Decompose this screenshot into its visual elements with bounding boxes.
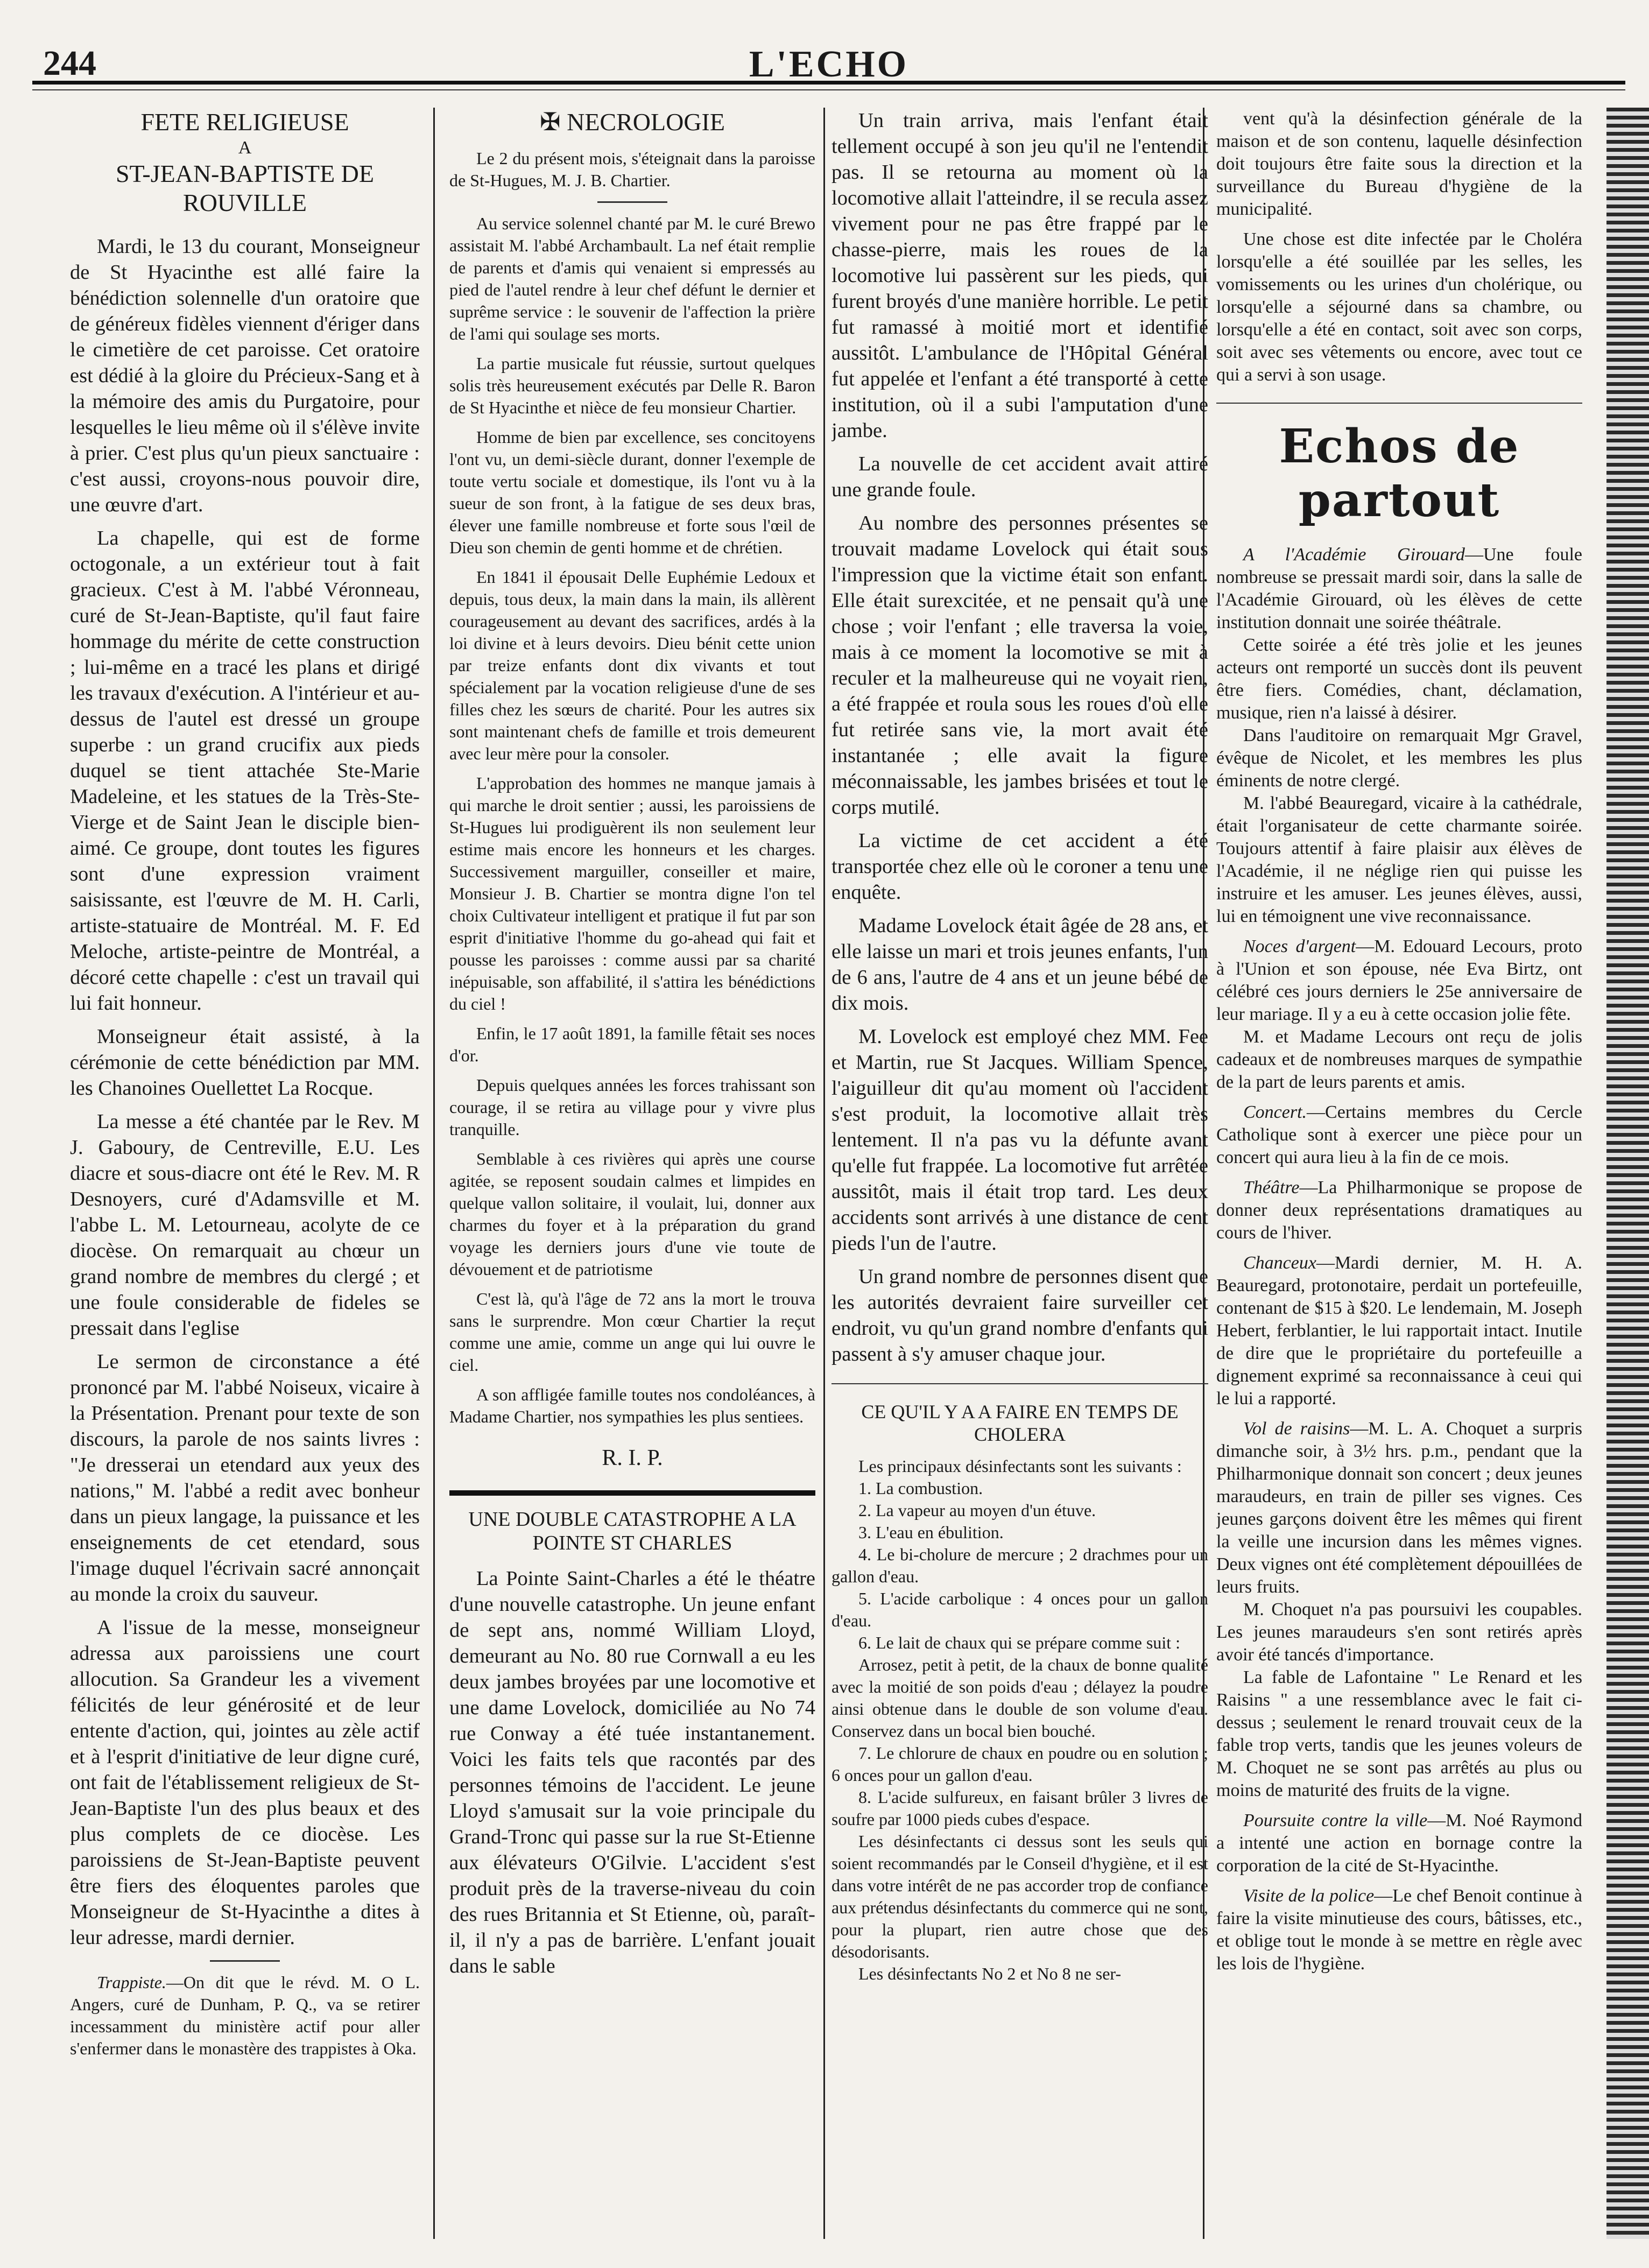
article-paragraph: Une chose est dite infectée par le Choléra lorsqu'elle a été souillée par les selles, les vomissements ou les urines d'un cholérique, ou lorsqu'elle a séjourné dans sa chambre, ou lorsqu'elle a été en contact, soit avec son corps, soit avec ses vêtements ou encore, avec tout ce qui a servi à son usage.: [1216, 229, 1582, 385]
echo-label: Théâtre: [1243, 1178, 1300, 1198]
top-rule-thin: [32, 89, 1625, 90]
article-paragraph: Les désinfectants ci dessus sont les seuls qui soient recommandés par le Conseil d'hygiène, et il est dans votre intérêt de ne pas accorder trop de confiance aux prétendus désinfectants du commerce qui ne sont, pour la plupart, rien autre chose que des désodorisants.: [831, 1832, 1208, 1961]
article-paragraph: Semblable à ces rivières qui après une course agitée, se reposent soudain calmes et limpides en quelque vallon solitaire, il voulait, lui, donner aux charmes du foyer et à la préparation du grand voyage les derniers jours d'une vie toute de dévouement et de patriotisme: [449, 1149, 815, 1279]
binding-edge: [1606, 108, 1649, 2239]
echo-label: Concert.: [1243, 1102, 1307, 1122]
echo-text: —Le chef Benoit continue à faire la visite minutieuse des cours, bâtisses, etc., et oblige tout le monde à se mettre en règle avec les lois de l'hygiène.: [1216, 1886, 1582, 1974]
page-number: 244: [43, 44, 96, 83]
echo-text: —M. Noé Raymond a intenté une action en bornage contre la corporation de la cité de St-Hyacinthe.: [1216, 1811, 1582, 1876]
article-heading-fete-place: ST-JEAN-BAPTISTE DE ROUVILLE: [115, 160, 375, 216]
article-paragraph: Enfin, le 17 août 1891, la famille fêtait ses noces d'or.: [449, 1024, 815, 1065]
article-heading-fete-a: A: [238, 138, 252, 158]
news-brief: [70, 1971, 420, 2060]
list-item: 3. L'eau en ébulition.: [858, 1523, 1004, 1542]
separator: [597, 201, 667, 203]
echo-paragraph: Dans l'auditoire on remarquait Mgr Gravel, évêque de Nicolet, et les membres les plus éminents de notre clergé.: [1216, 726, 1582, 791]
article-paragraph: Un grand nombre de personnes disent que les autorités devraient faire surveiller cet endroit, vu qu'un grand nombre d'enfants qui passent à s'y amuser chaque jour.: [831, 1265, 1208, 1365]
top-rule: [32, 81, 1625, 84]
heading-text: NECROLOGIE: [567, 108, 725, 136]
list-item: 6. Le lait de chaux qui se prépare comme suit :: [858, 1633, 1181, 1652]
echo-item: [1216, 1177, 1582, 1244]
echo-text: —Une foule nombreuse se pressait mardi soir, dans la salle de l'Académie Girouard, où les élèves de cette institution donnait une soirée théâtrale.: [1216, 545, 1582, 632]
article-heading-cholera: CE QU'IL Y A A FAIRE EN TEMPS DE CHOLERA: [861, 1401, 1179, 1445]
echo-label: Noces d'argent: [1243, 936, 1356, 956]
article-paragraph: Le sermon de circonstance a été prononcé par M. l'abbé Noiseux, vicaire à la Présentation. Prenant pour texte de son discours, la parole de nos saints livres : "Je dresserai un etendard aux yeux des nations," M. l'abbé a redit avec bonheur dans un pieux langage, la puissance et les enseignements de cet etendard, sous l'image duquel l'écrivain sacré annonçait au monde la croix du sauveur.: [70, 1350, 420, 1605]
article-paragraph: Homme de bien par excellence, ses concitoyens l'ont vu, un demi-siècle durant, donner l'exemple de toute vertu sociale et domestique, ils l'ont vu à la sueur de son front, à la fatigue de ses deux bras, élever une famille nombreuse et forte sous l'œil de Dieu son chemin de genti homme et de chrétien.: [449, 427, 815, 557]
article-paragraph: Un train arriva, mais l'enfant était tellement occupé à son jeu qu'il ne l'entendit pas. Il se retourna au moment où la locomotive allait l'atteindre, il se recula assez vivement pour ne pas être frappé par le chasse-pierre, mais les roues de la locomotive lui passèrent sur les pieds, qui furent broyés d'une manière horrible. Le petit fut ramassé à moitié mort et identifié aussitôt. L'ambulance de l'Hôpital Général fut appelée et l'enfant a été transporté à cette institution, où il a subi l'amputation d'une jambe.: [831, 109, 1208, 442]
echo-item: [1216, 1418, 1582, 1598]
cholera-list: [831, 1455, 1208, 1985]
article-heading-necrologie: [449, 108, 815, 137]
article-paragraph: La partie musicale fut réussie, surtout quelques solis très heureusement exécutés par Delle R. Baron de St Hyacinthe et nièce de feu monsieur Chartier.: [449, 354, 815, 417]
newspaper-title: L'ECHO: [749, 44, 909, 85]
list-item: 5. L'acide carbolique : 4 onces pour un gallon d'eau.: [831, 1589, 1208, 1630]
echo-text: —M. L. A. Choquet a surpris dimanche soir, à 3½ hrs. p.m., pendant que la Philharmonique donnait son concert ; deux jeunes maraudeurs, en train de piller ses vignes. Ces jeunes garçons doivent être les mêmes qui firent la veille une incursion dans les mêmes vignes. Deux vignes ont été complètement dépouillées de leurs fruits.: [1216, 1419, 1582, 1597]
echo-label: Chanceux: [1243, 1253, 1316, 1273]
article-paragraph: Les désinfectants No 2 et No 8 ne ser-: [858, 1964, 1122, 1983]
echo-paragraph: La fable de Lafontaine " Le Renard et les Raisins " a une ressemblance avec le fait ci-dessus ; seulement le renard trouvait ceux de la fable trop verts, tandis que les jeunes voleurs de M. Choquet ne se sont pas arrêtés au plus ou moins de maturité des fruits de la vigne.: [1216, 1667, 1582, 1800]
article-paragraph: La nouvelle de cet accident avait attiré une grande foule.: [831, 453, 1208, 501]
list-item: 1. La combustion.: [858, 1478, 983, 1498]
echo-paragraph: M. l'abbé Beauregard, vicaire à la cathédrale, était l'organisateur de cette charmante soirée. Toujours attentif à faire plaisir aux élèves de l'Académie, il ne néglige rien qui puisse les instruire et les amuser. Les jeunes élèves, aussi, lui en témoignent une vive reconnaissance.: [1216, 793, 1582, 926]
list-item: 2. La vapeur au moyen d'un étuve.: [858, 1501, 1096, 1520]
echo-item: [1216, 935, 1582, 1026]
echo-item: [1216, 1809, 1582, 1877]
article-paragraph: Madame Lovelock était âgée de 28 ans, et elle laisse un mari et trois jeunes enfants, l'un de 6 ans, l'autre de 4 ans et un jeune bébé de dix mois.: [831, 914, 1208, 1015]
article-paragraph: A l'issue de la messe, monseigneur adressa aux paroissiens une court allocution. Sa Grandeur les a vivement félicités de leur générosité et de leur entente d'action, qui, jointes au zèle actif et à l'esprit d'initiative de leur digne curé, ont fait de l'établissement religieux de St-Jean-Baptiste l'un des plus beaux et des plus complets de ce diocèse. Les paroissiens de St-Jean-Baptiste peuvent être fiers des éloquentes paroles que Monseigneur de St-Hyacinthe a dites à leur adresse, mardi dernier.: [70, 1616, 420, 1949]
article-paragraph: La Pointe Saint-Charles a été le théatre d'une nouvelle catastrophe. Un jeune enfant de sept ans, nommé William Lloyd, demeurant au No. 80 rue Cornwall a eu les deux jambes broyées par une locomotive et une dame Lovelock, domiciliée au No 74 rue Conway a été tuée instantanement. Voici les faits tels que racontés par des personnes témoins de l'accident. Le jeune Lloyd s'amusait sur la voie principale du Grand-Tronc qui passe sur la rue St-Etienne aux élévateurs O'Gilvie. L'accident s'est produit près de la traverse-niveau du coin des rues Britannia et St Etienne, où, paraît-il, il n'y a pas de barrière. L'enfant jouait dans le sable: [449, 1567, 815, 1977]
article-paragraph: La chapelle, qui est de forme octogonale, a un extérieur tout à fait gracieux. C'est à M. l'abbé Véronneau, curé de St-Jean-Baptiste, qu'il faut faire hommage du mérite de cette construction ; lui-même en a tracé les plans et dirigé les travaux d'exécution. A l'intérieur et au-dessus de l'autel est dressé un groupe superbe : un grand crucifix aux pieds duquel se tient attachée Ste-Marie Madeleine, et les statues de la Très-Ste-Vierge et de Saint Jean le disciple bien-aimé. Ce groupe, dont toutes les figures sont d'une expression vraiment saisissante, est l'œuvre de M. H. Carli, artiste-statuaire de Montréal. M. F. Ed Meloche, artiste-peintre de Montréal, a décoré cette chapelle : c'est un travail qui lui fait honneur.: [70, 527, 420, 1015]
rip-line: R. I. P.: [602, 1446, 663, 1470]
separator-thick: [449, 1490, 815, 1496]
cross-icon: ✠: [540, 108, 561, 136]
article-paragraph: Au nombre des personnes présentes se trouvait madame Lovelock qui était sous l'impression que la victime était son enfant. Elle était surexcitée, et ne pensait qu'à une chose ; voir l'enfant ; elle traversa la voie, mais à ce moment la locomotive se mit à reculer et la malheureuse qui ne voyait rien, a été frappée et roula sous les roues d'où elle fut retirée sans vie, la mort avait été instantanée ; elle avait la figure méconnaissable, les jambes brisées et tout le corps mutilé.: [831, 512, 1208, 819]
article-paragraph: En 1841 il épousait Delle Euphémie Ledoux et depuis, tous deux, la main dans la main, ils allèrent courageusement au devant des sacrifices, ardés à la loi divine et à leurs devoirs. Dieu bénit cette union par treize enfants dont dix vivants et tout spécialement par la vocation religieuse d'une de ses filles chez les sœurs de charité. Pour les autres six sont maintenant chefs de famille et trois demeurent avec leur mère pour la consoler.: [449, 567, 815, 763]
echo-text: —La Philharmonique se propose de donner deux représentations dramatiques au cours de l'hiver.: [1216, 1178, 1582, 1243]
article-paragraph: Monseigneur était assisté, à la cérémonie de cette bénédiction par MM. les Chanoines Ouellettet La Rocque.: [70, 1025, 420, 1100]
article-heading-catastrophe: UNE DOUBLE CATASTROPHE A LA POINTE ST CHARLES: [468, 1508, 797, 1554]
echo-label: Vol de raisins: [1243, 1419, 1350, 1439]
echo-label: A l'Académie Girouard: [1243, 545, 1465, 565]
article-paragraph: C'est là, qu'à l'âge de 72 ans la mort le trouva sans le surprendre. Mon cœur Chartier la reçut comme une amie, comme un ange qui lui ouvre le ciel.: [449, 1289, 815, 1375]
echo-item: [1216, 1885, 1582, 1975]
separator: [1216, 403, 1582, 404]
echo-item: [1216, 544, 1582, 634]
article-paragraph: L'approbation des hommes ne manque jamais à qui marche le droit sentier ; aussi, les paroissiens de St-Hugues lui prodiguèrent ils non seulement leur estime mais encore les honneurs et les charges. Successivement marguiller, conseiller et maire, Monsieur J. B. Chartier se montra digne l'on tel choix Cultivateur intelligent et pratique il fut par son esprit d'initiative l'homme du go-ahead qui fait et pousse les paroisses : comme aussi par sa charité inépuisable, son affabilité, il s'attira les bénédictions du ciel !: [449, 773, 815, 1013]
list-item: Arrosez, petit à petit, de la chaux de bonne qualité avec la moitié de son poids d'eau ; délayez la poudre ainsi obtenue dans le double de son volume d'eau. Conservez dans un bocal bien bouché.: [831, 1655, 1208, 1741]
section-heading-echos: Echos de partout: [1279, 419, 1520, 527]
brief-text: —On dit que le révd. M. O L. Angers, curé de Dunham, P. Q., va se retirer incessamment du ministère actif pour aller s'enfermer dans le monastère des trappistes à Oka.: [70, 1973, 420, 2058]
echo-paragraph: Cette soirée a été très jolie et les jeunes acteurs ont remporté un succès dont ils peuvent être fiers. Comédies, chant, déclamation, musique, rien n'a laissé à désirer.: [1216, 635, 1582, 723]
echo-paragraph: M. et Madame Lecours ont reçu de jolis cadeaux et de nombreuses marques de sympathie de la part de leurs parents et amis.: [1216, 1027, 1582, 1092]
echo-item: [1216, 1101, 1582, 1169]
list-intro: Les principaux désinfectants sont les suivants :: [858, 1456, 1182, 1476]
column-4: [1216, 108, 1582, 2239]
echo-text: —M. Edouard Lecours, proto à l'Union et son épouse, née Eva Birtz, ont célébré ces jours derniers le 25e anniversaire de leur mariage. Il y a eu à cette occasion jolie fête.: [1216, 936, 1582, 1024]
article-heading-fete: FETE RELIGIEUSE: [140, 108, 349, 136]
article-paragraph: Au service solennel chanté par M. le curé Brewo assistait M. l'abbé Archambault. La nef était remplie de parents et d'amis qui venaient si empressés au pied de l'autel rendre à leur chef défunt le dernier et suprême service : le souvenir de l'affection la prière de l'ami qui soulage ses morts.: [449, 214, 815, 343]
column-1: [70, 108, 420, 2239]
article-paragraph: M. Lovelock est employé chez MM. Fee et Martin, rue St Jacques. William Spence, l'aiguilleur dit qu'au moment où l'accident s'est produit, la locomotive allait très lentement. Il n'a pas vu la défunte avant qu'elle fut frappée. La locomotive fut arrêtée aussitôt, mais il était trop tard. Les deux accidents sont arrivés à une distance de cent pieds l'un de l'autre.: [831, 1025, 1208, 1255]
article-paragraph: La messe a été chantée par le Rev. M J. Gaboury, de Centreville, E.U. Les diacre et sous-diacre ont été le Rev. M. R Desnoyers, curé d'Adamsville et M. l'abbe L. M. Letourneau, acolyte de ce diocèse. On remarquait au chœur un grand nombre de membres du clergé ; et une foule considerable de fideles se pressait dans l'eglise: [70, 1110, 420, 1340]
column-3: [831, 108, 1208, 2239]
article-paragraph: vent qu'à la désinfection générale de la maison et de son contenu, laquelle désinfection doit toujours être faite sous la direction et la surveillance du Bureau d'hygiène de la municipalité.: [1216, 109, 1582, 219]
brief-label: Trappiste.: [97, 1973, 166, 1992]
column-2: [449, 108, 815, 2239]
echo-paragraph: M. Choquet n'a pas poursuivi les coupables. Les jeunes maraudeurs s'en sont retirés après avoir été tancés d'importance.: [1216, 1600, 1582, 1665]
echo-text: —Mardi dernier, M. H. A. Beauregard, protonotaire, perdait un portefeuille, contenant de $15 à $20. Le lendemain, M. Joseph Hebert, ferblantier, le lui rapportait intact. Inutile de dire que le propriétaire du portefeuille a dignement exprimé sa reconnaissance à ceui qui le lui a rapporté.: [1216, 1253, 1582, 1408]
echo-text: —Certains membres du Cercle Catholique sont à exercer une pièce pour un concert qui aura lieu à la fin de ce mois.: [1216, 1102, 1582, 1167]
echo-label: Poursuite contre la ville: [1243, 1811, 1428, 1830]
article-paragraph: La victime de cet accident a été transportée chez elle où le coroner a tenu une enquête.: [831, 829, 1208, 904]
echo-label: Visite de la police: [1243, 1886, 1375, 1906]
echo-item: [1216, 1252, 1582, 1410]
article-paragraph: Depuis quelques années les forces trahissant son courage, il se retira au village pour y vivre plus tranquille.: [449, 1075, 815, 1139]
column-divider: [823, 108, 825, 2239]
list-item: 4. Le bi-cholure de mercure ; 2 drachmes pour un gallon d'eau.: [831, 1545, 1208, 1586]
column-divider: [433, 108, 435, 2239]
separator: [210, 1960, 280, 1962]
separator: [831, 1383, 1208, 1384]
article-paragraph: A son affligée famille toutes nos condoléances, à Madame Chartier, nos sympathies les plus sentiees.: [449, 1385, 815, 1426]
list-item: 7. Le chlorure de chaux en poudre ou en solution ; 6 onces pour un gallon d'eau.: [831, 1743, 1208, 1785]
article-paragraph: Mardi, le 13 du courant, Monseigneur de St Hyacinthe est allé faire la bénédiction solennelle d'un oratoire que de généreux fidèles viennent d'ériger dans le cimetière de cet paroisse. Cet oratoire est dédié à la gloire du Précieux-Sang et à la mémoire des amis du Purgatoire, pour lesquelles le lieu même où il s'élève invite à prier. C'est plus qu'un pieux sanctuaire : c'est aussi, croyons-nous pouvoir dire, une œuvre d'art.: [70, 235, 420, 516]
article-paragraph: Le 2 du présent mois, s'éteignait dans la paroisse de St-Hugues, M. J. B. Chartier.: [449, 149, 815, 190]
list-item: 8. L'acide sulfureux, en faisant brûler 3 livres de soufre par 1000 pieds cubes d'espace.: [831, 1787, 1208, 1829]
